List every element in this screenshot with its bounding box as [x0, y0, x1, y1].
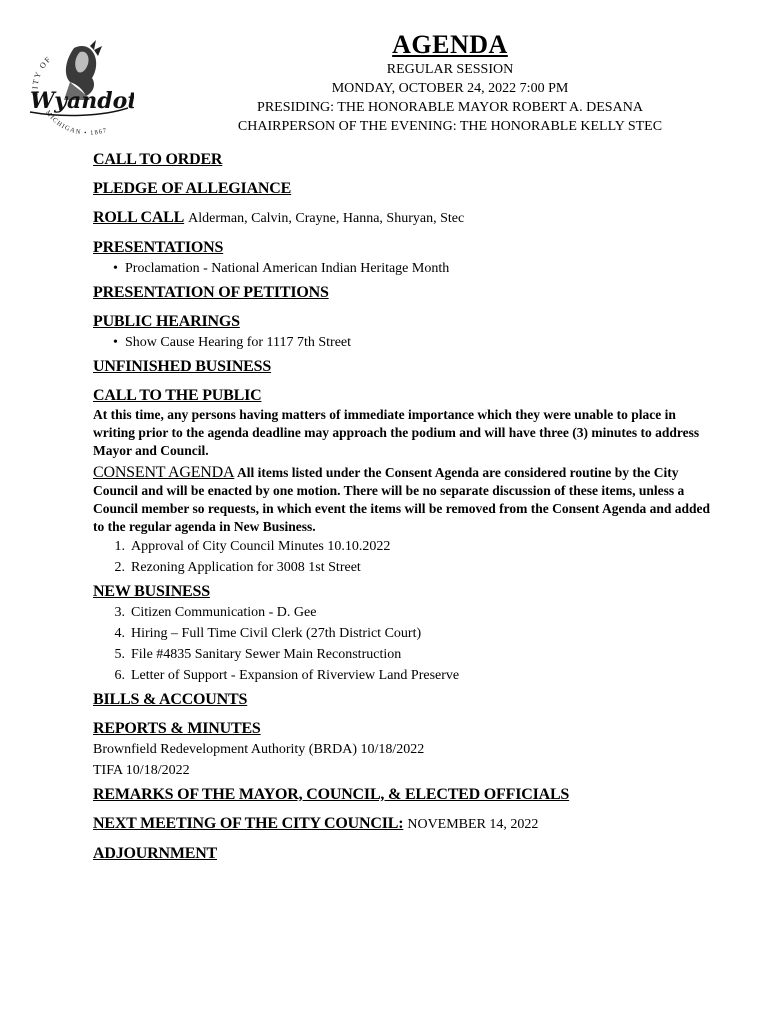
section-heading: PLEDGE OF ALLEGIANCE: [93, 180, 292, 197]
section-next-meeting: [93, 814, 718, 835]
section-heading: CONSENT AGENDA: [93, 464, 235, 481]
consent-items-list: [93, 536, 718, 578]
item-number: 2.: [114, 560, 125, 575]
list-item: [93, 644, 718, 665]
section-call-to-public: [93, 386, 718, 460]
list-item: [93, 557, 718, 578]
section-heading: REPORTS & MINUTES: [93, 720, 261, 737]
item-text: Citizen Communication - D. Gee: [131, 605, 317, 620]
section-heading: UNFINISHED BUSINESS: [93, 358, 272, 375]
section-heading: ADJOURNMENT: [93, 845, 218, 862]
report-line: Brownfield Redevelopment Authority (BRDA) 10/18/2022: [93, 742, 425, 757]
item-number: 1.: [114, 539, 125, 554]
presentations-list: [93, 258, 718, 279]
list-item: [93, 536, 718, 557]
list-item: [93, 623, 718, 644]
item-number: 5.: [114, 647, 125, 662]
section-heading: CALL TO THE PUBLIC: [93, 387, 262, 404]
session-type: REGULAR SESSION: [386, 62, 514, 77]
agenda-body: [93, 150, 718, 873]
list-item: [93, 602, 718, 623]
section-remarks: [93, 785, 718, 805]
section-heading: PRESENTATIONS: [93, 239, 224, 256]
svg-text:MICHIGAN • 1867: MICHIGAN • 1867: [44, 109, 109, 137]
item-text: Approval of City Council Minutes 10.10.2022: [131, 539, 391, 554]
list-item: • Proclamation - National American Indian Heritage Month: [115, 258, 718, 279]
section-new-business: [93, 582, 718, 686]
public-hearings-list: [93, 332, 718, 353]
section-petitions: [93, 283, 718, 303]
item-number: 6.: [114, 668, 125, 683]
meeting-date: MONDAY, OCTOBER 24, 2022 7:00 PM: [331, 81, 569, 96]
section-heading: REMARKS OF THE MAYOR, COUNCIL, & ELECTED OFFICIALS: [93, 786, 570, 803]
list-item: • Show Cause Hearing for 1117 7th Street: [115, 332, 718, 353]
section-call-to-order: [93, 150, 718, 170]
section-unfinished-business: [93, 357, 718, 377]
section-roll-call: [93, 208, 718, 229]
section-heading: PRESENTATION OF PETITIONS: [93, 284, 329, 301]
new-business-list: [93, 602, 718, 686]
section-heading: NEW BUSINESS: [93, 583, 210, 600]
consent-paragraph: [93, 464, 718, 536]
section-presentations: [93, 238, 718, 279]
consent-text: All items listed under the Consent Agenda are considered routine by the City Council and will be enacted by one motion. There will be no separate discussion of these items, unless a Council member so requests, in which event the items will be removed from the Consent Agenda and added to the regular agenda in New Business.: [93, 465, 711, 534]
agenda-header: [0, 30, 770, 136]
item-text: Hiring – Full Time Civil Clerk (27th District Court): [131, 626, 422, 641]
list-item: [93, 665, 718, 686]
section-heading: ROLL CALL: [93, 209, 185, 226]
section-adjournment: [93, 844, 718, 864]
svg-text:CITY OF: CITY OF: [30, 54, 54, 97]
section-heading: CALL TO ORDER: [93, 151, 223, 168]
item-text: File #4835 Sanitary Sewer Main Reconstruction: [131, 647, 402, 662]
logo-wordmark: Wyando: [30, 88, 128, 114]
page-title: AGENDA: [392, 30, 508, 59]
item-number: 4.: [114, 626, 125, 641]
report-line: TIFA 10/18/2022: [93, 763, 190, 778]
roll-call-members: Alderman, Calvin, Crayne, Hanna, Shuryan, Stec: [188, 211, 465, 226]
chairperson: CHAIRPERSON OF THE EVENING: THE HONORABLE KELLY STEC: [237, 119, 663, 134]
item-text: Rezoning Application for 3008 1st Street: [131, 560, 361, 575]
section-heading: BILLS & ACCOUNTS: [93, 691, 248, 708]
section-heading: NEXT MEETING OF THE CITY COUNCIL:: [93, 815, 404, 832]
section-heading: PUBLIC HEARINGS: [93, 313, 240, 330]
section-pledge: [93, 179, 718, 199]
section-bills-accounts: [93, 690, 718, 710]
item-number: 3.: [114, 605, 125, 620]
section-public-hearings: [93, 312, 718, 353]
presiding-officer: PRESIDING: THE HONORABLE MAYOR ROBERT A. DESANA: [257, 100, 643, 115]
call-to-public-text: At this time, any persons having matters of immediate importance which they were unable to place in writing prior to the agenda deadline may approach the podium and will have three (3) minutes to address Mayor and Council.: [93, 407, 700, 458]
item-text: Letter of Support - Expansion of Riverview Land Preserve: [131, 668, 460, 683]
section-consent-agenda: [93, 464, 718, 578]
section-reports-minutes: [93, 719, 718, 781]
next-meeting-date: NOVEMBER 14, 2022: [407, 817, 539, 832]
